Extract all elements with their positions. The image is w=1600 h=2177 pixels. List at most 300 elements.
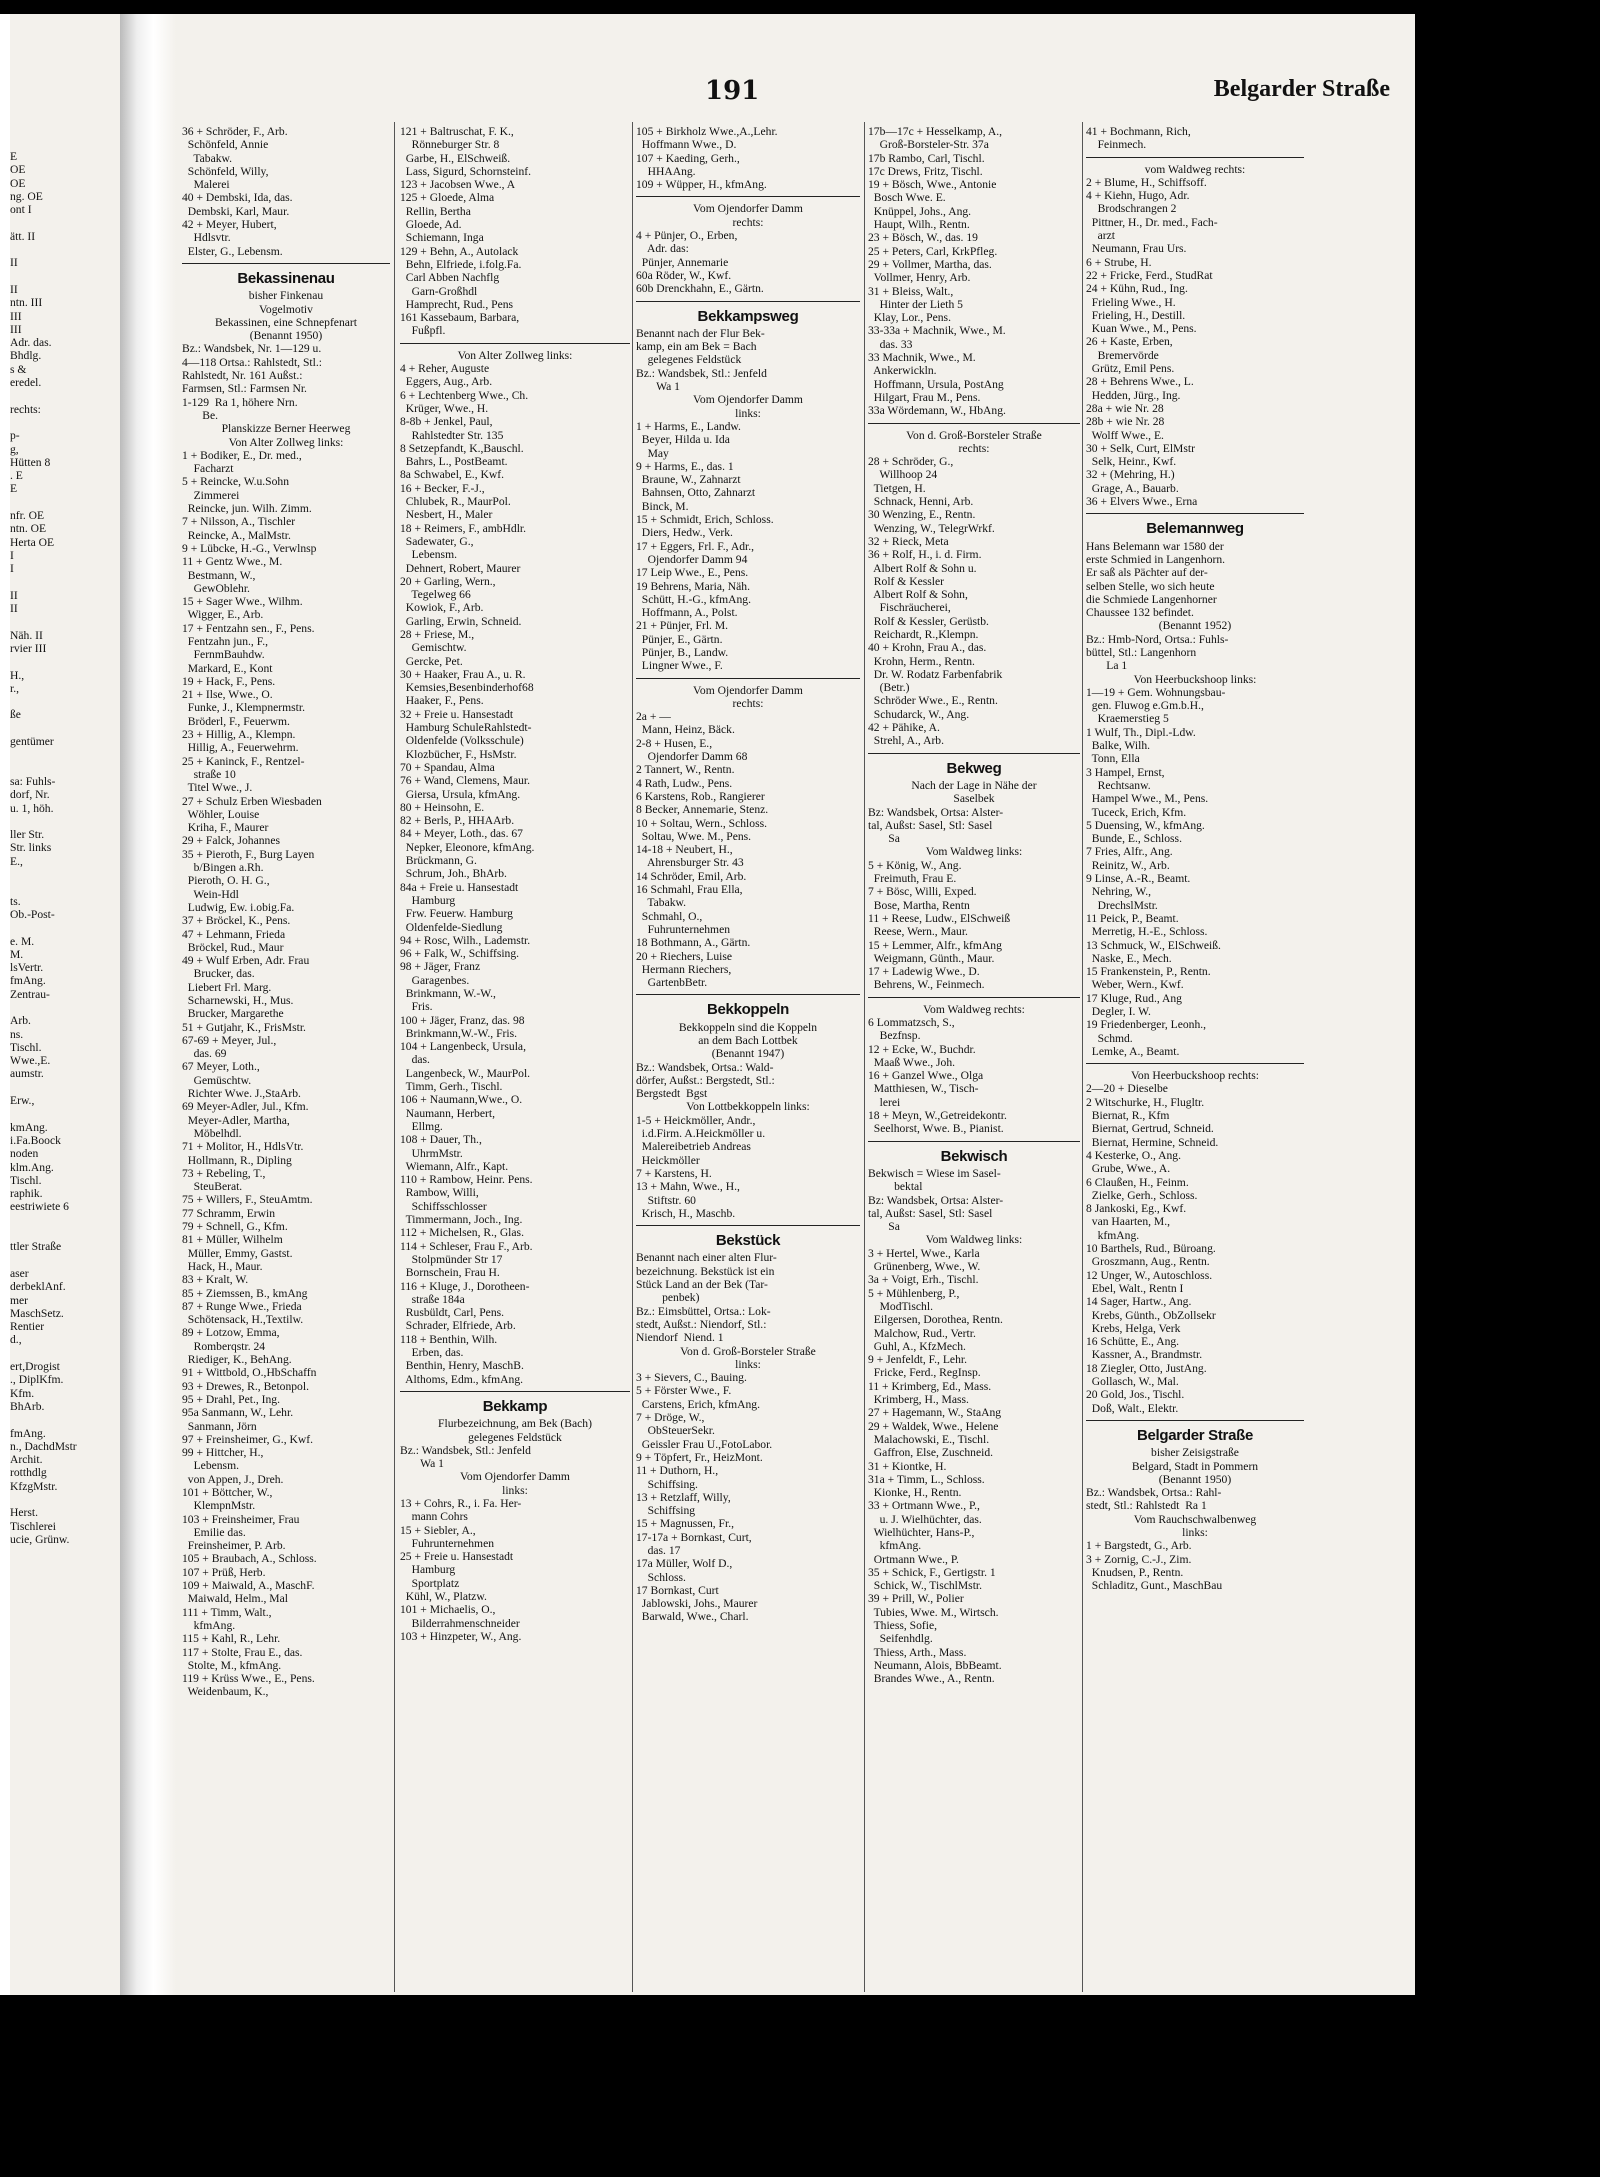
directory-entry: 117 + Stolte, Frau E., das. xyxy=(182,1645,303,1659)
directory-entry: 100 + Jäger, Franz, das. 98 xyxy=(400,1013,525,1027)
directory-entry: 125 + Gloede, Alma xyxy=(400,191,495,205)
directory-entry: Lemke, A., Beamt. xyxy=(1086,1044,1180,1058)
directory-entry: 21 + Pünjer, Frl. M. xyxy=(636,619,729,633)
street-note: Von Alter Zollweg links: xyxy=(228,435,344,449)
fragment-line xyxy=(10,868,128,881)
directory-entry: 31a + Timm, L., Schloss. xyxy=(868,1472,985,1486)
directory-entry: HHAAng. xyxy=(636,164,696,178)
fragment-line: rechts: xyxy=(10,402,41,416)
fragment-line xyxy=(10,1227,128,1240)
fragment-line: eestriwiete 6 xyxy=(10,1200,69,1214)
directory-entry: Heickmöller xyxy=(636,1153,700,1167)
directory-entry: 8 Becker, Annemarie, Stenz. xyxy=(636,803,769,817)
fragment-line: sa: Fuhls- xyxy=(10,774,56,788)
directory-entry: 81 + Müller, Wilhelm xyxy=(182,1233,283,1247)
directory-entry: 112 + Michelsen, R., Glas. xyxy=(400,1226,524,1240)
directory-entry: 79 + Schnell, G., Kfm. xyxy=(182,1220,288,1234)
directory-entry: Kowiok, F., Arb. xyxy=(400,601,484,615)
fragment-line xyxy=(10,1001,128,1014)
fragment-line xyxy=(10,1214,128,1227)
fragment-line: ns. xyxy=(10,1027,24,1041)
directory-entry: KlempnMstr. xyxy=(182,1499,256,1513)
directory-entry: 10 + Soltau, Wern., Schloss. xyxy=(636,816,767,830)
directory-entry: Ojendorfer Damm 68 xyxy=(636,750,748,764)
directory-entry: Fischräucherei, xyxy=(868,601,951,615)
fragment-line: rvier III xyxy=(10,641,47,655)
directory-entry: 111 + Timm, Walt., xyxy=(182,1605,272,1619)
fragment-line: gentümer xyxy=(10,735,54,749)
directory-entry: 7 + Bösc, Willi, Exped. xyxy=(868,885,977,899)
directory-entry: Gemüschtw. xyxy=(182,1073,252,1087)
directory-entry: Klay, Lor., Pens. xyxy=(868,311,951,325)
section-rule xyxy=(636,994,860,995)
directory-entry: Behrens, W., Feinmech. xyxy=(868,978,985,992)
directory-entry: bezeichnung. Bekstück ist ein xyxy=(636,1264,775,1278)
directory-entry: 33 + Ortmann Wwe., P., xyxy=(868,1499,980,1513)
directory-entry: 12 + Ecke, W., Buchdr. xyxy=(868,1042,976,1056)
directory-entry: Wigger, E., Arb. xyxy=(182,608,264,622)
directory-entry: Kionke, H., Rentn. xyxy=(868,1486,962,1500)
directory-entry: Thiess, Arth., Mass. xyxy=(868,1645,967,1659)
directory-entry: 107 + Kaeding, Gerh., xyxy=(636,151,740,165)
directory-entry: 4 Kesterke, O., Ang. xyxy=(1086,1148,1181,1162)
fragment-line xyxy=(10,921,128,934)
directory-entry: 93 + Drewes, R., Betonpol. xyxy=(182,1379,309,1393)
directory-entry: 104 + Langenbeck, Ursula, xyxy=(400,1040,526,1054)
previous-page-fragment xyxy=(10,150,128,1546)
directory-entry: Groß-Borsteler-Str. 37a xyxy=(868,138,989,152)
directory-entry: Hoffmann Wwe., D. xyxy=(636,138,737,152)
fragment-line xyxy=(10,748,128,761)
directory-entry: Schloss. xyxy=(636,1570,686,1584)
directory-entry: Hans Belemann war 1580 der xyxy=(1086,539,1224,553)
directory-entry: 75 + Willers, F., SteuAmtm. xyxy=(182,1193,313,1207)
directory-entry: 14-18 + Neubert, H., xyxy=(636,843,733,857)
directory-entry: 15 + Siebler, A., xyxy=(400,1523,476,1537)
fragment-line: Tischlerei xyxy=(10,1519,56,1533)
directory-entry: Gemischtw. xyxy=(400,641,467,655)
street-note: links: xyxy=(735,1357,761,1371)
directory-entry: Er saß als Pächter auf der- xyxy=(1086,566,1208,580)
directory-entry: 14 Sager, Hartw., Ang. xyxy=(1086,1295,1192,1309)
column-1 xyxy=(182,125,390,1699)
fragment-line: II xyxy=(10,588,18,602)
directory-entry: Markard, E., Kont xyxy=(182,661,273,675)
directory-entry: 3 + Sievers, C., Bauing. xyxy=(636,1371,747,1385)
directory-entry: Biernat, Gertrud, Schneid. xyxy=(1086,1122,1214,1136)
directory-entry: Gollasch, W., Mal. xyxy=(1086,1375,1179,1389)
section-rule xyxy=(1086,513,1304,514)
fragment-line xyxy=(10,1413,128,1426)
directory-entry: 17b—17c + Hesselkamp, A., xyxy=(868,125,1003,138)
fragment-line: I xyxy=(10,562,14,576)
directory-entry: Jablowski, Johs., Maurer xyxy=(636,1597,758,1611)
directory-entry: Lebensm. xyxy=(182,1459,239,1473)
directory-entry: 42 + Meyer, Hubert, xyxy=(182,218,277,232)
directory-entry: Ojendorfer Damm 94 xyxy=(636,552,748,566)
section-rule xyxy=(400,343,630,344)
directory-entry: 13 + Mahn, Wwe., H., xyxy=(636,1180,740,1194)
directory-entry: Ludwig, Ew. i.obig.Fa. xyxy=(182,900,295,914)
directory-entry: Reincke, jun. Wilh. Zimm. xyxy=(182,502,312,516)
directory-entry: 15 + Schmidt, Erich, Schloss. xyxy=(636,513,774,527)
street-note: bisher Finkenau xyxy=(248,289,324,303)
fragment-line xyxy=(10,881,128,894)
directory-entry: 16 + Ganzel Wwe., Olga xyxy=(868,1069,984,1083)
directory-entry: Diers, Hedw., Verk. xyxy=(636,526,733,540)
directory-entry: 30 Wenzing, E., Rentn. xyxy=(868,508,976,522)
directory-entry: straße 184a xyxy=(400,1292,465,1306)
directory-entry: Titel Wwe., J. xyxy=(182,781,253,795)
directory-entry: Stolpmünder Str 17 xyxy=(400,1252,503,1266)
directory-entry: 3 + Zornig, C.-J., Zim. xyxy=(1086,1552,1192,1566)
directory-entry: Garbe, H., ElSchweiß. xyxy=(400,151,511,165)
directory-entry: 30 + Haaker, Frau A., u. R. xyxy=(400,667,526,681)
directory-entry: Reese, Wern., Maur. xyxy=(868,925,968,939)
directory-entry: 25 + Kaninck, F., Rentzel- xyxy=(182,754,305,768)
fragment-line: raphik. xyxy=(10,1187,43,1201)
directory-entry: Timm, Gerh., Tischl. xyxy=(400,1080,503,1094)
directory-entry: Ankerwickln. xyxy=(868,364,937,378)
directory-entry: Bz.: Wandsbek, Ortsa.: Rahl- xyxy=(1086,1486,1222,1500)
directory-entry: Groszmann, Aug., Rentn. xyxy=(1086,1255,1210,1269)
directory-entry: Benannt nach der Flur Bek- xyxy=(636,326,765,340)
street-note: rechts: xyxy=(958,441,990,455)
directory-entry: 3 Hampel, Ernst, xyxy=(1086,765,1165,779)
directory-entry: Bilderrahmenschneider xyxy=(400,1616,520,1630)
directory-entry: 11 + Duthorn, H., xyxy=(636,1464,719,1478)
directory-entry: Be. xyxy=(182,408,219,422)
fragment-line: ße xyxy=(10,708,21,722)
directory-entry: Mann, Heinz, Bäck. xyxy=(636,723,735,737)
directory-entry: 6 + Lechtenberg Wwe., Ch. xyxy=(400,388,529,402)
directory-entry: 119 + Krüss Wwe., E., Pens. xyxy=(182,1672,315,1686)
directory-entry: 73 + Rebeling, T., xyxy=(182,1166,266,1180)
directory-entry: Schladitz, Gunt., MaschBau xyxy=(1086,1579,1223,1593)
directory-entry: Maiwald, Helm., Mal xyxy=(182,1592,288,1606)
directory-entry: 28 + Schröder, G., xyxy=(868,455,954,469)
directory-entry: Lass, Sigurd, Schornsteinf. xyxy=(400,164,532,178)
directory-entry: 17 + Fentzahn sen., F., Pens. xyxy=(182,621,315,635)
directory-entry: 15 + Sager Wwe., Wilhm. xyxy=(182,595,303,609)
directory-entry: Liebert Frl. Marg. xyxy=(182,980,272,994)
directory-entry: Krisch, H., Maschb. xyxy=(636,1206,736,1220)
directory-entry: Krebs, Helga, Verk xyxy=(1086,1321,1181,1335)
directory-entry: Rahlstedter Str. 135 xyxy=(400,428,504,442)
directory-entry: Grage, A., Bauarb. xyxy=(1086,481,1179,495)
directory-entry: 7 Fries, Alfr., Ang. xyxy=(1086,845,1173,859)
street-note: Vom Ojendorfer Damm xyxy=(693,683,803,697)
section-rule xyxy=(636,1225,860,1226)
directory-entry: 17 + Ladewig Wwe., D. xyxy=(868,965,980,979)
directory-entry: 14 Schröder, Emil, Arb. xyxy=(636,869,747,883)
directory-entry: Krebs, Günth., ObZollsekr xyxy=(1086,1308,1216,1322)
page-header xyxy=(180,70,1390,110)
fragment-line: Adr. das. xyxy=(10,336,52,350)
directory-entry: 19 Behrens, Maria, Näh. xyxy=(636,579,750,593)
directory-entry: 9 + Harms, E., das. 1 xyxy=(636,459,734,473)
directory-entry: ObSteuerSekr. xyxy=(636,1424,715,1438)
directory-entry: 7 + Karstens, H. xyxy=(636,1166,712,1180)
directory-entry: 6 Claußen, H., Feinm. xyxy=(1086,1175,1189,1189)
directory-entry: Schiffsing. xyxy=(636,1477,698,1491)
directory-entry: 109 + Wüpper, H., kfmAng. xyxy=(636,178,767,192)
directory-entry: Bahrs, L., PostBeamt. xyxy=(400,455,508,469)
directory-entry: Eilgersen, Dorothea, Rentn. xyxy=(868,1313,1003,1327)
directory-entry: Naske, E., Mech. xyxy=(1086,951,1172,965)
street-note: Bekkoppeln sind die Koppeln xyxy=(678,1020,818,1034)
directory-entry: Binck, M. xyxy=(636,499,689,513)
directory-entry: Bröckel, Rud., Maur xyxy=(182,940,284,954)
directory-entry: Krimberg, H., Mass. xyxy=(868,1393,969,1407)
directory-entry: 9 + Lübcke, H.-G., Verwlnsp xyxy=(182,541,317,555)
fragment-line: i.Fa.Boock xyxy=(10,1133,61,1147)
directory-entry: 16 Schmahl, Frau Ella, xyxy=(636,883,743,897)
directory-entry: Stolte, M., kfmAng. xyxy=(182,1658,282,1672)
street-note: vom Waldweg rechts: xyxy=(1144,162,1246,176)
directory-entry: Hamburg xyxy=(400,1563,456,1577)
directory-entry: Lingner Wwe., F. xyxy=(636,659,723,673)
directory-entry: 9 + Töpfert, Fr., HeizMont. xyxy=(636,1450,763,1464)
directory-entry: FernmBauhdw. xyxy=(182,648,265,662)
directory-entry: stedt, Stl.: Rahlstedt Ra 1 xyxy=(1086,1499,1207,1513)
directory-entry: Bz.: Wandsbek, Ortsa.: Wald- xyxy=(636,1060,774,1074)
directory-entry: kfmAng. xyxy=(868,1539,922,1553)
directory-entry: Garagenbes. xyxy=(400,973,470,987)
directory-entry: 8-8b + Jenkel, Paul, xyxy=(400,415,493,429)
directory-entry: 21 + Ilse, Wwe., O. xyxy=(182,688,273,702)
directory-entry: 49 + Wulf Erben, Adr. Frau xyxy=(182,954,310,968)
directory-entry: Nepker, Eleonore, kfmAng. xyxy=(400,840,535,854)
directory-entry: Naumann, Herbert, xyxy=(400,1106,495,1120)
directory-entry: Bahnsen, Otto, Zahnarzt xyxy=(636,486,756,500)
directory-entry: Krüger, Wwe., H. xyxy=(400,401,489,415)
directory-entry: Kühl, W., Platzw. xyxy=(400,1590,487,1604)
directory-entry: Malchow, Rud., Vertr. xyxy=(868,1326,976,1340)
scan-border-right xyxy=(1415,0,1600,2177)
directory-entry: Malachowski, E., Tischl. xyxy=(868,1432,990,1446)
directory-entry: Weigmann, Günth., Maur. xyxy=(868,951,995,965)
directory-entry: 96 + Falk, W., Schiffsing. xyxy=(400,947,520,961)
directory-entry: Biernat, R., Kfm xyxy=(1086,1109,1170,1123)
directory-entry: 36 + Schröder, F., Arb. xyxy=(182,125,288,138)
directory-entry: Schrader, Elfriede, Arb. xyxy=(400,1319,516,1333)
street-note: an dem Bach Lottbek xyxy=(698,1034,798,1047)
fragment-line: Arb. xyxy=(10,1014,31,1028)
fragment-line: I xyxy=(10,548,14,562)
directory-entry: 13 + Retzlaff, Willy, xyxy=(636,1490,731,1504)
directory-entry: Schiffsschlosser xyxy=(400,1199,487,1213)
directory-entry: Reichardt, R.,Klempn. xyxy=(868,627,979,641)
fragment-line: . E xyxy=(10,469,23,483)
street-heading: Bekassinenau xyxy=(237,269,335,287)
directory-entry: Braune, W., Zahnarzt xyxy=(636,473,741,487)
section-rule xyxy=(636,301,860,302)
directory-entry: 89 + Lotzow, Emma, xyxy=(182,1326,280,1340)
directory-entry: Garling, Erwin, Schneid. xyxy=(400,614,522,628)
street-note: Vom Ojendorfer Damm xyxy=(693,393,803,407)
directory-entry: 4 + Kiehn, Hugo, Adr. xyxy=(1086,189,1190,203)
directory-entry: Freinsheimer, P. Arb. xyxy=(182,1539,286,1553)
directory-entry: Nehring, W., xyxy=(1086,885,1152,899)
fragment-line: eredel. xyxy=(10,376,42,390)
directory-entry: Bosch Wwe. E. xyxy=(868,191,946,205)
directory-entry: 3a + Voigt, Erh., Tischl. xyxy=(868,1273,979,1287)
street-heading: Bekkamp xyxy=(482,1397,548,1415)
directory-entry: 36 + Elvers Wwe., Erna xyxy=(1086,495,1198,509)
directory-entry: Neumann, Frau Urs. xyxy=(1086,242,1187,256)
directory-entry: 4 Rath, Ludw., Pens. xyxy=(636,776,733,790)
street-note: Saselbek xyxy=(953,792,995,806)
directory-entry: Krohn, Herm., Rentn. xyxy=(868,654,975,668)
directory-entry: 107 + Prüß, Herb. xyxy=(182,1565,266,1579)
directory-entry: Pittner, H., Dr. med., Fach- xyxy=(1086,215,1218,229)
fragment-line: fmAng. xyxy=(10,1426,46,1440)
fragment-line: ., DiplKfm. xyxy=(10,1373,64,1387)
directory-entry: Zimmerei xyxy=(182,488,240,502)
directory-entry: Oldenfelde (Volksschule) xyxy=(400,734,524,748)
fragment-line: ttler Straße xyxy=(10,1240,62,1254)
directory-entry: 97 + Freinsheimer, G., Kwf. xyxy=(182,1432,314,1446)
fragment-line: ts. xyxy=(10,894,21,908)
directory-entry: Benannt nach einer alten Flur- xyxy=(636,1251,777,1265)
directory-entry: Timmermann, Joch., Ing. xyxy=(400,1213,523,1227)
directory-entry: DrechslMstr. xyxy=(1086,898,1158,912)
section-rule xyxy=(1086,157,1304,158)
directory-entry: Hdlsvtr. xyxy=(182,231,231,245)
directory-entry: 1-5 + Heickmöller, Andr., xyxy=(636,1113,756,1127)
directory-entry: Kuan Wwe., M., Pens. xyxy=(1086,322,1197,336)
street-note: Flurbezeichnung, am Bek (Bach) xyxy=(438,1417,592,1431)
directory-entry: Tabakw. xyxy=(182,151,233,165)
directory-entry: 23 + Bösch, W., das. 19 xyxy=(868,231,978,245)
directory-entry: SteuBerat. xyxy=(182,1180,243,1194)
directory-entry: Wenzing, W., TelegrWrkf. xyxy=(868,521,995,535)
directory-entry: 18 + Reimers, F., ambHdlr. xyxy=(400,521,527,535)
street-note: Nach der Lage in Nähe der xyxy=(911,778,1037,792)
directory-entry: Scharnewski, H., Mus. xyxy=(182,994,294,1007)
directory-entry: GewOblehr. xyxy=(182,581,250,595)
fragment-line: e. M. xyxy=(10,934,35,948)
directory-entry: Selk, Heinr., Kwf. xyxy=(1086,455,1177,469)
fragment-line: s & xyxy=(10,362,27,376)
directory-entry: 33a Wördemann, W., HbAng. xyxy=(868,404,1006,418)
fragment-line xyxy=(10,1493,128,1506)
directory-entry: Fricke, Ferd., RegInsp. xyxy=(868,1366,981,1380)
directory-entry: Ahrensburger Str. 43 xyxy=(636,856,744,870)
directory-entry: u. J. Wielhüchter, das. xyxy=(868,1512,982,1526)
directory-entry: 94 + Rosc, Wilh., Lademstr. xyxy=(400,933,531,947)
directory-entry: das. 17 xyxy=(636,1543,681,1557)
directory-entry: 36 + Rolf, H., i. d. Firm. xyxy=(868,548,982,562)
directory-entry: Neumann, Alois, BbBeamt. xyxy=(868,1658,1002,1672)
section-rule xyxy=(400,1391,630,1392)
fragment-line xyxy=(10,655,128,668)
fragment-line: H., xyxy=(10,668,25,682)
fragment-line: mer xyxy=(10,1293,29,1307)
directory-entry: 13 + Cohrs, R., i. Fa. Her- xyxy=(400,1496,522,1510)
directory-entry: Hermann Riechers, xyxy=(636,962,732,976)
directory-entry: Schiffsing xyxy=(636,1504,696,1518)
directory-entry: Weber, Wern., Kwf. xyxy=(1086,978,1184,992)
section-rule xyxy=(868,997,1080,998)
directory-entry: i.d.Firm. A.Heickmöller u. xyxy=(636,1127,766,1141)
directory-entry: 67 Meyer, Loth., xyxy=(182,1060,260,1074)
directory-entry: 103 + Hinzpeter, W., Ang. xyxy=(400,1629,522,1643)
directory-entry: Rusbüldt, Carl, Pens. xyxy=(400,1306,505,1320)
directory-entry: Brinkmann,W.-W., Fris. xyxy=(400,1026,518,1040)
fragment-line: OE xyxy=(10,176,26,190)
fragment-line: n., DachdMstr xyxy=(10,1439,77,1453)
directory-entry: Farmsen, Stl.: Farmsen Nr. xyxy=(182,382,307,396)
directory-entry: 2 + Blume, H., Schiffsoff. xyxy=(1086,175,1207,189)
directory-entry: 1 + Bargstedt, G., Arb. xyxy=(1086,1539,1192,1553)
directory-entry: 2 Tannert, W., Rentn. xyxy=(636,763,735,777)
fragment-line: MaschSetz. xyxy=(10,1306,64,1320)
directory-entry: 17 Kluge, Rud., Ang xyxy=(1086,991,1182,1005)
directory-entry: 31 + Bleiss, Walt., xyxy=(868,284,954,298)
fragment-line: lsVertr. xyxy=(10,961,44,975)
directory-entry: GartenbBetr. xyxy=(636,976,708,990)
fragment-line: KfzgMstr. xyxy=(10,1479,58,1493)
directory-entry: 7 + Dröge, W., xyxy=(636,1411,705,1425)
fragment-line: Näh. II xyxy=(10,628,43,642)
directory-entry: 70 + Spandau, Alma xyxy=(400,760,495,774)
directory-entry: Ellmg. xyxy=(400,1119,443,1133)
fragment-line: Bhdlg. xyxy=(10,349,42,363)
fragment-line: Erw., xyxy=(10,1094,35,1108)
section-rule xyxy=(1086,1063,1304,1064)
fragment-line: dorf, Nr. xyxy=(10,788,50,802)
directory-entry: Bröderl, F., Feuerwm. xyxy=(182,714,290,728)
directory-entry: 101 + Michaelis, O., xyxy=(400,1603,496,1617)
directory-entry: La 1 xyxy=(1086,659,1128,673)
directory-entry: Maaß Wwe., Joh. xyxy=(868,1055,956,1069)
directory-entry: Althoms, Edm., kfmAng. xyxy=(400,1372,524,1386)
fragment-line xyxy=(10,270,128,283)
directory-entry: Brückmann, G. xyxy=(400,854,477,868)
fragment-line: Archit. xyxy=(10,1453,43,1467)
directory-entry: Brodschrangen 2 xyxy=(1086,202,1177,216)
directory-entry: 30 + Selk, Curt, ElMstr xyxy=(1086,441,1195,455)
directory-entry: Niendorf Niend. 1 xyxy=(636,1331,724,1345)
directory-entry: Doß, Walt., Elektr. xyxy=(1086,1401,1179,1415)
directory-entry: Schrum, Joh., BhArb. xyxy=(400,867,507,881)
directory-entry: Feinmech. xyxy=(1086,138,1147,152)
directory-entry: Tietgen, H. xyxy=(868,481,926,495)
directory-entry: Hack, H., Maur. xyxy=(182,1259,263,1273)
directory-entry: Garn-Großhdl xyxy=(400,284,478,298)
street-note: (Benannt 1950) xyxy=(1158,1472,1232,1486)
directory-entry: 32 + Rieck, Meta xyxy=(868,534,949,548)
directory-entry: 32 + (Mehring, H.) xyxy=(1086,468,1175,482)
directory-entry: arzt xyxy=(1086,229,1115,243)
directory-entry: Tonn, Ella xyxy=(1086,752,1140,766)
directory-entry: 15 Frankenstein, P., Rentn. xyxy=(1086,965,1211,979)
directory-entry: Behn, Elfriede, i.folg.Fa. xyxy=(400,257,522,271)
directory-entry: Freimuth, Frau E. xyxy=(868,872,957,886)
directory-entry: Merretig, H.-E., Schloss. xyxy=(1086,925,1208,939)
fragment-line: Herta OE xyxy=(10,535,55,549)
directory-entry: selben Stelle, wo sich heute xyxy=(1086,579,1215,593)
directory-entry: 109 + Maiwald, A., MaschF. xyxy=(182,1579,315,1593)
directory-entry: 161 Kassebaum, Barbara, xyxy=(400,311,520,325)
directory-entry: Malerei xyxy=(182,178,230,192)
directory-entry: 91 + Wittbold, O.,HbSchaffn xyxy=(182,1366,317,1380)
fragment-line: klm.Ang. xyxy=(10,1160,54,1174)
fragment-line xyxy=(10,815,128,828)
directory-entry: 95a Sanmann, W., Lehr. xyxy=(182,1406,294,1420)
